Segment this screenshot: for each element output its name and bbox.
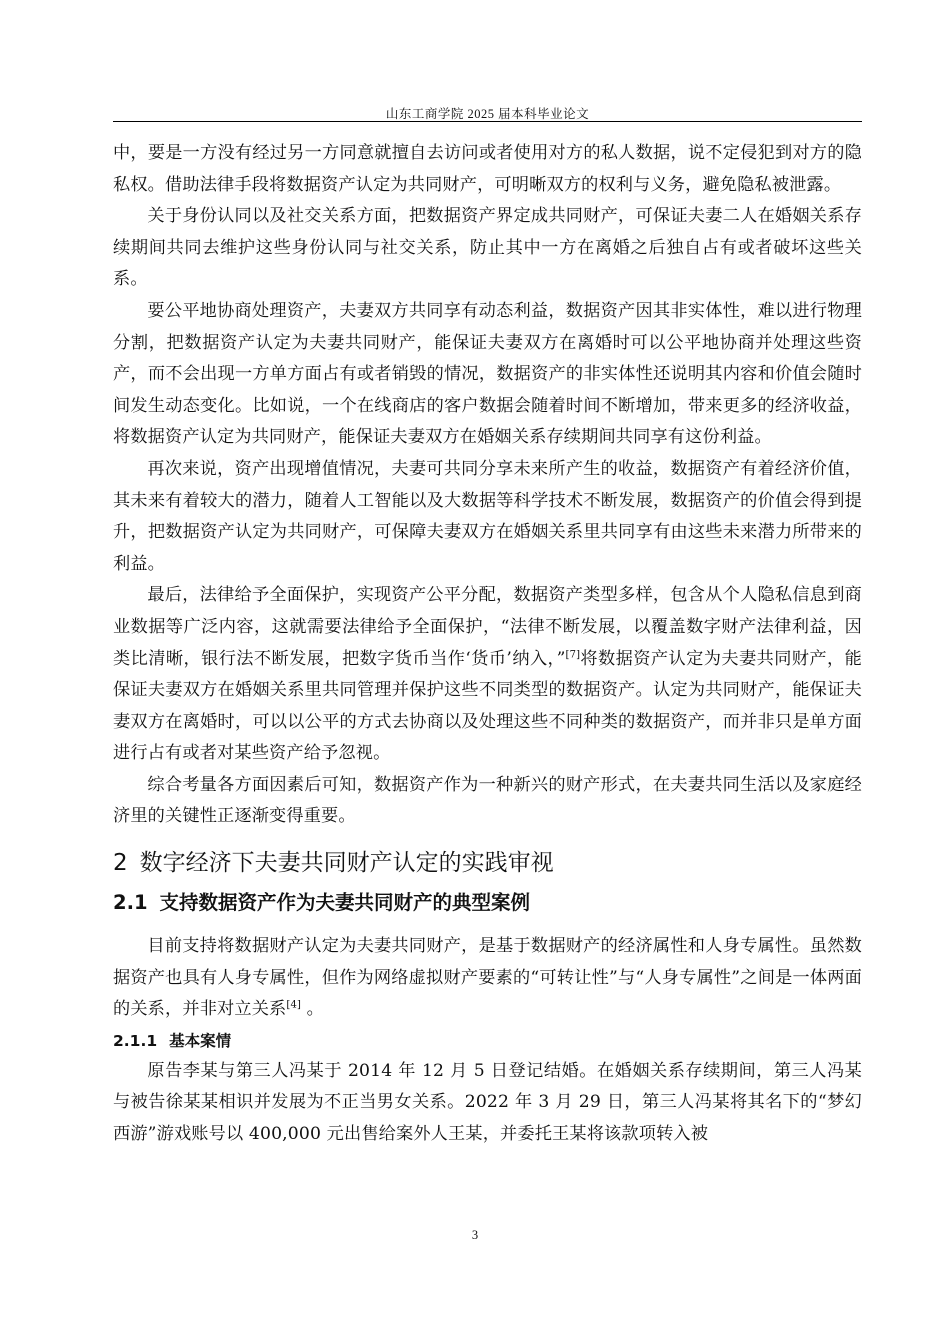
paragraph-text: 最后，法律给予全面保护，实现资产公平分配，数据资产类型多样，包含从个人隐私信息到商业数据等广泛内容，这就需要法律给予全面保护，“法律不断发展，以覆盖数字财产法律利益，因类比清晰，银行法不断发展，把数字货币当作‘货币’纳入，” (113, 585, 862, 669)
subsection-number: 2.1.1 (113, 1031, 158, 1050)
citation-7: [7] (565, 648, 581, 660)
paragraph-summary: 综合考量各方面因素后可知，数据资产作为一种新兴的财产形式，在夫妻共同生活以及家庭经济里的关键性正逐渐变得重要。 (113, 774, 862, 827)
paragraph-dynamic-interest: 要公平地协商处理资产，夫妻双方共同享有动态利益，数据资产因其非实体性，难以进行物理分割，把数据资产认定为夫妻共同财产，能保证夫妻双方在离婚时可以公平地协商并处理这些资产，而不会出现一方单方面占有或者销毁的情况，数据资产的非实体性还说明其内容和价值会随时间发生动态变化。比如说，一个在线商店的客户数据会随着时间不断增加，带来更多的经济收益，将数据资产认定为共同财产，能保证夫妻双方在婚姻关系存续期间共同享有这份利益。 (113, 300, 862, 448)
paragraph-text: 目前支持将数据财产认定为夫妻共同财产，是基于数据财产的经济属性和人身专属性。虽然数据资产也具有人身专属性，但作为网络虚拟财产要素的“可转让性”与“人身专属性”之间是一体两面的关系，并非对立关系 (113, 936, 862, 1020)
header-rule (113, 121, 862, 122)
page-content (113, 138, 862, 1151)
chapter-heading (113, 843, 862, 883)
citation-4: [4] (286, 999, 302, 1011)
subsection-title: 基本案情 (169, 1031, 232, 1050)
section-heading (113, 885, 862, 921)
section-number: 2.1 (113, 891, 148, 915)
paragraph-legal-protection (113, 580, 862, 770)
chapter-number: 2 (113, 850, 128, 877)
running-header: 山东工商学院 2025 届本科毕业论文 (385, 107, 590, 121)
paragraph-text: 将数据资产认定为夫妻共同财产，能保证夫妻双方在婚姻关系里共同管理并保护这些不同类型的数据资产。认定为共同财产，能保证夫妻双方在离婚时，可以以公平的方式去协商以及处理这些不同种类的数据资产，而并非只是单方面进行占有或者对某些资产给予忽视。 (113, 648, 862, 764)
paragraph-identity: 关于身份认同以及社交关系方面，把数据资产界定成共同财产，可保证夫妻二人在婚姻关系存续期间共同去维护这些身份认同与社交关系，防止其中一方在离婚之后独自占有或者破坏这些关系。 (113, 206, 862, 290)
subsection-heading (113, 1026, 862, 1056)
paragraph-text: 。 (301, 999, 324, 1020)
page-number: 3 (471, 1228, 479, 1242)
paragraph-support-basis (113, 931, 862, 1026)
paragraph-privacy: 中，要是一方没有经过另一方同意就擅自去访问或者使用对方的私人数据，说不定侵犯到对方的隐私权。借助法律手段将数据资产认定为共同财产，可明晰双方的权利与义务，避免隐私被泄露。 (113, 143, 862, 195)
paragraph-appreciation: 再次来说，资产出现增值情况，夫妻可共同分享未来所产生的收益，数据资产有着经济价值，其未来有着较大的潜力，随着人工智能以及大数据等科学技术不断发展，数据资产的价值会得到提升，把数据资产认定为共同财产，可保障夫妻双方在婚姻关系里共同享有由这些未来潜力所带来的利益。 (113, 458, 862, 574)
paragraph-case-facts: 原告李某与第三人冯某于 2014 年 12 月 5 日登记结婚。在婚姻关系存续期间，第三人冯某与被告徐某某相识并发展为不正当男女关系。2022 年 3 月 29 日，第三人冯某将其名下的“梦幻西游”游戏账号以 400,000 元出售给案外人王某，并委托王某将该款项转入被 (113, 1060, 862, 1145)
section-title: 支持数据资产作为夫妻共同财产的典型案例 (159, 891, 531, 915)
chapter-title: 数字经济下夫妻共同财产认定的实践审视 (139, 850, 554, 877)
